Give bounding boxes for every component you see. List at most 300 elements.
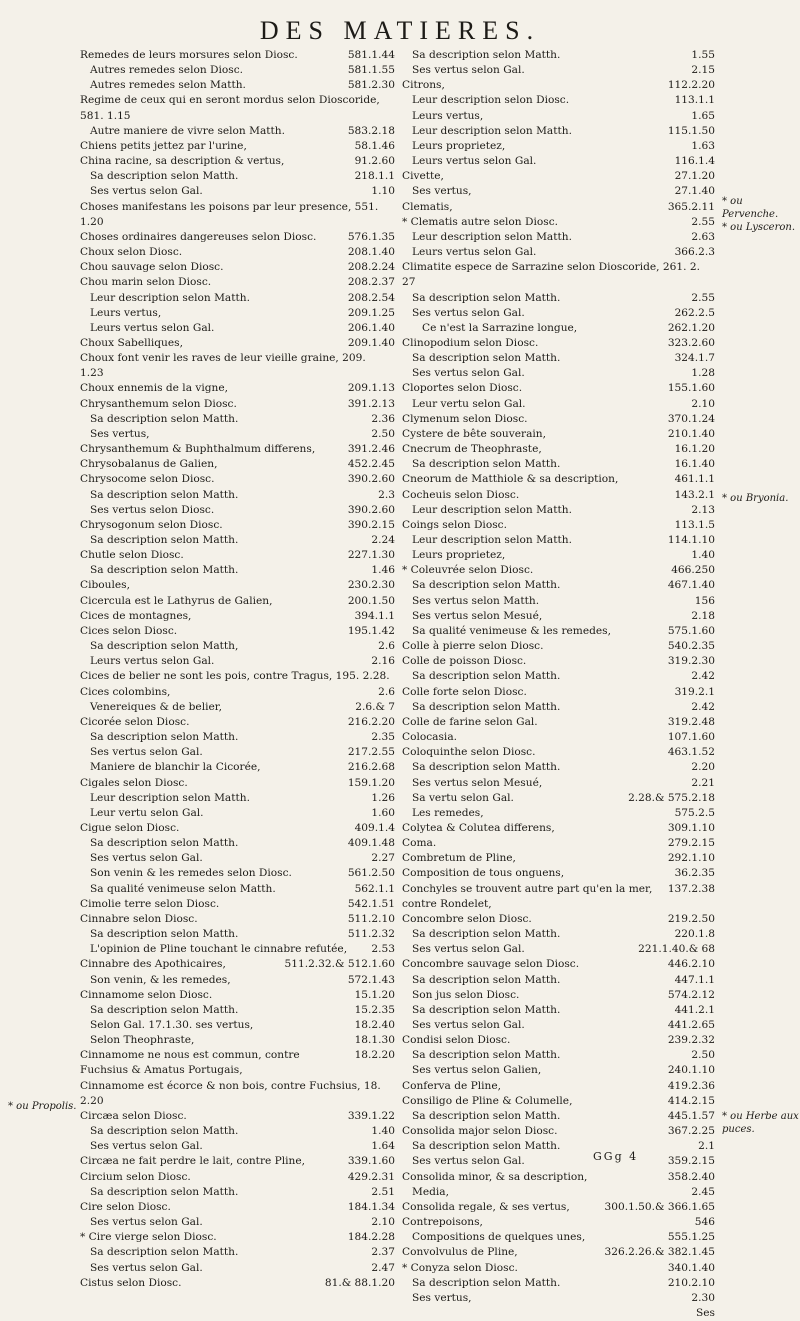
index-entry [80, 472, 395, 487]
entry-text: Cistus selon Diosc. [80, 1276, 182, 1289]
entry-text: Autre maniere de vivre selon Matth. [90, 124, 285, 137]
entry-text: Convolvulus de Pline, [402, 1246, 518, 1259]
index-entry [80, 412, 395, 427]
entry-text: Concombre sauvage selon Diosc. [402, 958, 580, 971]
entry-reference: 195.1.42 [347, 624, 395, 637]
entry-reference: 452.2.45 [347, 458, 395, 471]
entry-text: China racine, sa description & vertus, [80, 155, 285, 168]
index-entry [402, 821, 715, 836]
index-entry [80, 184, 395, 199]
index-entry [402, 1063, 715, 1078]
margin-note-right-1: * ou Pervenche. * ou Lysceron. [722, 196, 796, 233]
entry-reference: 366.2.3 [674, 246, 715, 259]
entry-reference: 27.1.40 [674, 185, 715, 198]
entry-reference: 391.2.13 [347, 397, 395, 410]
entry-reference: 324.1.7 [674, 352, 715, 365]
index-entry [402, 1079, 715, 1094]
index-entry [80, 1033, 395, 1048]
index-entry [402, 230, 715, 245]
entry-reference [391, 351, 395, 381]
entry-reference: 27.1.20 [674, 170, 715, 183]
entry-reference: 91.2.60 [354, 155, 395, 168]
index-entry [80, 230, 395, 245]
entry-reference: 511.2.10 [347, 912, 395, 925]
entry-reference: 143.2.1 [674, 488, 715, 501]
entry-reference: 184.2.28 [347, 1231, 395, 1244]
entry-text: Ses vertus selon Galien, [412, 1064, 542, 1077]
entry-text: Conchyles se trouvent autre part qu'en la mer, contre Rondelet, [402, 882, 653, 910]
index-entry [80, 488, 395, 503]
index-entry [80, 578, 395, 593]
entry-text: Cigue selon Diosc. [80, 821, 180, 834]
index-entry [80, 851, 395, 866]
entry-text: Circæa ne fait perdre le lait, contre Pline, [80, 1155, 306, 1168]
entry-reference: 546 [694, 1216, 715, 1229]
index-entry [80, 124, 395, 139]
entry-text: Cloportes selon Diosc. [402, 382, 523, 395]
entry-text: Sa description selon Matth. [90, 412, 239, 425]
entry-reference: 390.2.15 [347, 518, 395, 531]
entry-reference [391, 1079, 395, 1109]
index-entry [80, 1018, 395, 1033]
index-entry [80, 1170, 395, 1185]
index-entry [402, 63, 715, 78]
entry-reference: 581.1.44 [347, 49, 395, 61]
entry-text: Consolida minor, & sa description, [402, 1170, 588, 1183]
entry-text: Sa description selon Matth. [412, 49, 561, 61]
entry-reference: 116.1.4 [674, 155, 715, 168]
entry-text: Coings selon Diosc. [402, 518, 507, 531]
entry-reference: 319.2.1 [674, 685, 715, 698]
entry-text: Ses vertus selon Mesué, [412, 776, 543, 789]
index-entry [80, 836, 395, 851]
entry-reference: 2.6 [378, 640, 395, 653]
entry-reference: 2.27 [371, 852, 395, 865]
entry-reference: 390.2.60 [347, 503, 395, 516]
entry-reference: 575.2.5 [674, 806, 715, 819]
entry-reference: 216.2.68 [347, 761, 395, 774]
index-entry [402, 669, 715, 684]
entry-text: * Cire vierge selon Diosc. [80, 1231, 217, 1244]
entry-reference: 2.53 [371, 943, 395, 956]
entry-reference: 2.10 [371, 1216, 395, 1229]
index-entry [80, 442, 395, 457]
entry-reference: 446.2.10 [667, 958, 715, 971]
entry-reference: 1.63 [691, 139, 715, 152]
entry-text: Ses vertus selon Mesué, [412, 609, 543, 622]
entry-text: Consolida regale, & ses vertus, [402, 1200, 570, 1213]
index-entry [402, 1124, 715, 1139]
index-entry [402, 836, 715, 851]
index-entry [80, 942, 395, 957]
entry-reference: 2.10 [691, 397, 715, 410]
entry-reference: 209.1.25 [347, 306, 395, 319]
entry-reference: 2.50 [371, 427, 395, 440]
entry-text: Sa description selon Matth. [412, 1109, 561, 1122]
index-entry [80, 1200, 395, 1215]
index-entry [80, 154, 395, 169]
entry-reference: 216.2.20 [347, 715, 395, 728]
entry-reference: 2.24 [371, 534, 395, 546]
entry-reference: 209.1.13 [347, 382, 395, 395]
entry-reference: 18.2.40 [354, 1019, 395, 1031]
entry-reference: 16.1.20 [674, 443, 715, 456]
index-entry [80, 397, 395, 412]
entry-text: Sa description selon Matth. [90, 1125, 239, 1138]
entry-reference: 319.2.30 [667, 655, 715, 668]
entry-reference: 2.50 [691, 1049, 715, 1062]
entry-reference: 239.2.32 [667, 1034, 715, 1047]
page-signature: GGg 4 [593, 1150, 639, 1163]
entry-text: Ciboules, [80, 579, 130, 592]
index-entry [402, 1170, 715, 1185]
index-entry [80, 381, 395, 396]
entry-reference: 18.2.20 [354, 1049, 395, 1062]
entry-reference: 367.2.25 [667, 1125, 715, 1138]
entry-reference: 365.2.11 [667, 200, 715, 213]
entry-text: Consolida major selon Diosc. [402, 1125, 558, 1138]
index-entry [402, 973, 715, 988]
index-entry [402, 548, 715, 563]
entry-text: Cinnabre selon Diosc. [80, 912, 198, 925]
index-entry [80, 654, 395, 669]
entry-text: Chrysobalanus de Galien, [80, 458, 218, 471]
entry-text: Leur description selon Matth. [412, 503, 572, 516]
entry-text: Ses vertus selon Gal. [90, 185, 203, 198]
entry-text: Cicercula est le Lathyrus de Galien, [80, 594, 273, 607]
entry-reference: 1.64 [371, 1140, 395, 1153]
index-entry [402, 578, 715, 593]
entry-text: Cinnabre des Apothicaires, [80, 958, 226, 971]
index-entry [402, 700, 715, 715]
entry-text: Colle de poisson Diosc. [402, 655, 527, 668]
index-entry [402, 760, 715, 775]
index-entry [80, 1139, 395, 1154]
entry-text: Sa description selon Matth. [412, 700, 561, 713]
index-entry [402, 397, 715, 412]
index-entry [402, 518, 715, 533]
entry-text: Cices de belier ne sont les pois, contre Tragus, 195. 2.28. [80, 670, 390, 683]
index-entry [402, 927, 715, 942]
index-entry [80, 351, 395, 381]
index-entry [80, 63, 395, 78]
entry-text: Ses vertus, [412, 1291, 472, 1304]
entry-text: Sa description selon Matth. [90, 928, 239, 941]
entry-text: Leurs vertus, [412, 109, 484, 122]
entry-reference: 209.1.40 [347, 336, 395, 349]
entry-reference: 574.2.12 [667, 988, 715, 1001]
entry-reference: 445.1.57 [667, 1109, 715, 1122]
entry-text: Leurs vertus selon Gal. [90, 655, 215, 668]
index-entry [402, 1200, 715, 1215]
entry-text: Maniere de blanchir la Cicorée, [90, 761, 261, 774]
entry-text: Cices colombins, [80, 685, 171, 698]
entry-reference: 1.40 [371, 1125, 395, 1138]
index-entry [402, 306, 715, 321]
entry-text: Venereiques & de belier, [90, 700, 223, 713]
entry-text: Combretum de Pline, [402, 852, 516, 865]
entry-reference: 115.1.50 [667, 124, 715, 137]
entry-text: Leur description selon Matth. [90, 791, 250, 804]
entry-reference: 206.1.40 [347, 321, 395, 334]
entry-text: Chrysogonum selon Diosc. [80, 518, 223, 531]
entry-text: Coma. [402, 837, 437, 850]
entry-text: L'opinion de Pline touchant le cinnabre refutée, [90, 943, 348, 956]
entry-reference: 447.1.1 [674, 973, 715, 986]
index-entry [402, 109, 715, 124]
entry-reference: 15.2.35 [354, 1003, 395, 1016]
entry-text: Colle de farine selon Gal. [402, 715, 538, 728]
entry-reference: 467.1.40 [667, 579, 715, 592]
entry-reference: 2.36 [371, 412, 395, 425]
index-entry [402, 245, 715, 260]
entry-text: Chrysocome selon Diosc. [80, 473, 215, 486]
entry-reference: Ses [696, 1306, 715, 1319]
entry-reference: 2.55 [691, 291, 715, 304]
entry-reference: 58.1.46 [354, 139, 395, 152]
entry-text: Ses vertus, [90, 427, 150, 440]
entry-reference: 218.1.1 [354, 170, 395, 183]
entry-reference: 2.6 [378, 685, 395, 698]
entry-text [402, 1306, 692, 1321]
index-entry [402, 912, 715, 927]
index-entry [402, 624, 715, 639]
entry-reference: 208.2.54 [347, 291, 395, 304]
entry-reference: 2.16 [371, 655, 395, 668]
entry-text: Chrysanthemum & Buphthalmum differens, [80, 443, 316, 456]
entry-reference: 221.1.40.& 68 [638, 943, 715, 956]
index-entry [402, 654, 715, 669]
index-entry [402, 260, 715, 290]
entry-text: Citrons, [402, 79, 445, 92]
entry-reference [391, 200, 395, 230]
entry-reference: 210.2.10 [667, 1276, 715, 1289]
entry-text: Leurs vertus selon Gal. [412, 246, 537, 259]
index-entry [402, 806, 715, 821]
entry-reference: 2.3 [378, 488, 395, 501]
entry-text: Sa description selon Matth. [90, 837, 239, 850]
entry-reference: 2.21 [691, 776, 715, 789]
entry-reference: 81.& 88.1.20 [324, 1276, 395, 1289]
entry-text: Cices de montagnes, [80, 609, 192, 622]
index-entry [80, 48, 395, 63]
entry-reference: 114.1.10 [667, 534, 715, 546]
entry-reference: 1.55 [691, 49, 715, 61]
index-entry [80, 791, 395, 806]
entry-text: Choux font venir les raves de leur vieille graine, 209. 1.23 [80, 352, 366, 380]
entry-text: Ses vertus selon Gal. [90, 852, 203, 865]
entry-text: Clymenum selon Diosc. [402, 412, 528, 425]
entry-reference: 555.1.25 [667, 1231, 715, 1244]
index-entry [80, 897, 395, 912]
entry-text: Ses vertus selon Gal. [412, 367, 525, 380]
entry-text: Civette, [402, 170, 444, 183]
index-entry [80, 200, 395, 230]
entry-reference: 581.2.30 [347, 79, 395, 92]
entry-text: Climatite espece de Sarrazine selon Dioscoride, 261. 2. 27 [402, 261, 700, 289]
index-entry [80, 776, 395, 791]
entry-text: Remedes de leurs morsures selon Diosc. [80, 49, 298, 61]
entry-text: Son jus selon Diosc. [412, 988, 520, 1001]
entry-text: Ses vertus selon Gal. [412, 306, 525, 319]
entry-text: Cimolie terre selon Diosc. [80, 897, 220, 910]
entry-reference: 184.1.34 [347, 1200, 395, 1213]
entry-reference: 511.2.32 [347, 928, 395, 941]
index-entry [80, 988, 395, 1003]
entry-text: Chutle selon Diosc. [80, 549, 184, 562]
entry-text: Leur description selon Matth. [412, 124, 572, 137]
entry-text: Chiens petits jettez par l'urine, [80, 139, 247, 152]
entry-reference: 1.46 [371, 564, 395, 577]
index-entry [402, 715, 715, 730]
entry-text: Colle à pierre selon Diosc. [402, 640, 544, 653]
entry-reference: 2.20 [691, 761, 715, 774]
entry-reference: 583.2.18 [347, 124, 395, 137]
index-entry [80, 169, 395, 184]
entry-text: * Conyza selon Diosc. [402, 1261, 518, 1274]
index-entry [402, 791, 715, 806]
entry-reference: 561.2.50 [347, 867, 395, 880]
entry-text: Circæa selon Diosc. [80, 1109, 187, 1122]
entry-text: Choux selon Diosc. [80, 246, 183, 259]
index-entry [80, 669, 395, 684]
entry-reference: 208.2.24 [347, 261, 395, 274]
entry-reference: 1.10 [371, 185, 395, 198]
entry-text: Concombre selon Diosc. [402, 912, 532, 925]
entry-reference: 107.1.60 [667, 731, 715, 744]
entry-text: Cocheuis selon Diosc. [402, 488, 520, 501]
entry-text: Ses vertus selon Diosc. [90, 503, 215, 516]
entry-reference: 390.2.60 [347, 473, 395, 486]
margin-note-right-3: * ou Herbe aux puces. [722, 1111, 799, 1135]
index-entry [402, 184, 715, 199]
entry-reference: 2.13 [691, 503, 715, 516]
entry-reference: 279.2.15 [667, 837, 715, 850]
entry-reference: 441.2.1 [674, 1003, 715, 1016]
index-entry [402, 563, 715, 578]
entry-reference: 1.60 [371, 806, 395, 819]
entry-text: Cire selon Diosc. [80, 1200, 171, 1213]
index-entry [80, 93, 395, 123]
entry-text: Cinnamome ne nous est commun, contre Fuchsius & Amatus Portugais, [80, 1049, 300, 1077]
entry-text: Sa vertu selon Gal. [412, 791, 514, 804]
entry-reference: 359.2.15 [667, 1155, 715, 1168]
entry-text: Ce n'est la Sarrazine longue, [422, 321, 578, 334]
entry-reference: 409.1.4 [354, 821, 395, 834]
index-entry [402, 594, 715, 609]
index-entry [80, 1261, 395, 1276]
entry-reference: 463.1.52 [667, 746, 715, 759]
entry-reference: 137.2.38 [667, 882, 715, 895]
index-entry [402, 1094, 715, 1109]
entry-reference: 461.1.1 [674, 473, 715, 486]
entry-text: Colle forte selon Diosc. [402, 685, 527, 698]
entry-reference [391, 93, 395, 123]
left-index-column [80, 48, 395, 1291]
index-entry [80, 1215, 395, 1230]
index-entry [80, 291, 395, 306]
entry-text: Sa description selon Matth. [412, 1049, 561, 1062]
entry-reference: 113.1.5 [674, 518, 715, 531]
entry-text: Choux ennemis de la vigne, [80, 382, 228, 395]
entry-text: Sa description selon Matth. [90, 170, 239, 183]
index-entry [402, 351, 715, 366]
entry-reference: 394.1.1 [354, 609, 395, 622]
index-entry [402, 412, 715, 427]
entry-reference: 2.37 [371, 1246, 395, 1259]
entry-text: Sa description selon Matth. [412, 458, 561, 471]
entry-text: Clinopodium selon Diosc. [402, 336, 539, 349]
entry-text: Selon Theophraste, [90, 1034, 195, 1047]
index-entry [80, 882, 395, 897]
index-entry [402, 215, 715, 230]
index-entry [80, 594, 395, 609]
index-entry [402, 336, 715, 351]
entry-reference: 240.1.10 [667, 1064, 715, 1077]
index-entry [402, 93, 715, 108]
index-entry [402, 1139, 715, 1154]
entry-text: Sa description selon Matth. [412, 291, 561, 304]
entry-text: Chou sauvage selon Diosc. [80, 261, 224, 274]
index-entry [402, 639, 715, 654]
entry-text: Les remedes, [412, 806, 484, 819]
entry-reference: 230.2.30 [347, 579, 395, 592]
index-entry [80, 1276, 395, 1291]
entry-text: Cinnamome selon Diosc. [80, 988, 213, 1001]
entry-text: Cystere de bête souverain, [402, 427, 546, 440]
index-entry [402, 503, 715, 518]
entry-text: Sa description selon Matth. [90, 534, 239, 546]
entry-reference: 576.1.35 [347, 230, 395, 243]
entry-reference: 159.1.20 [347, 776, 395, 789]
index-entry [80, 745, 395, 760]
index-entry [402, 321, 715, 336]
index-entry [80, 1109, 395, 1124]
index-entry [402, 472, 715, 487]
entry-text: Leurs proprietez, [412, 549, 506, 562]
entry-reference: 326.2.26.& 382.1.45 [604, 1246, 715, 1259]
index-entry [80, 912, 395, 927]
index-entry [402, 1048, 715, 1063]
index-entry [402, 1215, 715, 1230]
entry-text: Autres remedes selon Matth. [90, 79, 246, 92]
entry-reference: 208.2.37 [347, 276, 395, 289]
index-entry [80, 457, 395, 472]
index-entry [80, 1230, 395, 1245]
index-entry [80, 760, 395, 775]
index-entry [402, 1033, 715, 1048]
index-entry [80, 321, 395, 336]
entry-text: Sa description selon Matth. [412, 1003, 561, 1016]
entry-reference: 292.1.10 [667, 852, 715, 865]
index-entry [80, 730, 395, 745]
index-entry [402, 291, 715, 306]
index-entry [80, 700, 395, 715]
entry-reference: 1.26 [371, 791, 395, 804]
entry-text: * Clematis autre selon Diosc. [402, 215, 558, 228]
entry-text: Composition de tous onguens, [402, 867, 565, 880]
entry-reference [391, 669, 395, 684]
index-entry [80, 533, 395, 548]
index-entry [402, 533, 715, 548]
entry-text: Circium selon Diosc. [80, 1170, 191, 1183]
index-entry [80, 1245, 395, 1260]
index-entry [402, 609, 715, 624]
entry-text: Sa description selon Matth. [412, 973, 561, 986]
entry-text: Sa description selon Matth. [90, 564, 239, 577]
index-entry [80, 78, 395, 93]
entry-text: Leurs vertus selon Gal. [90, 321, 215, 334]
